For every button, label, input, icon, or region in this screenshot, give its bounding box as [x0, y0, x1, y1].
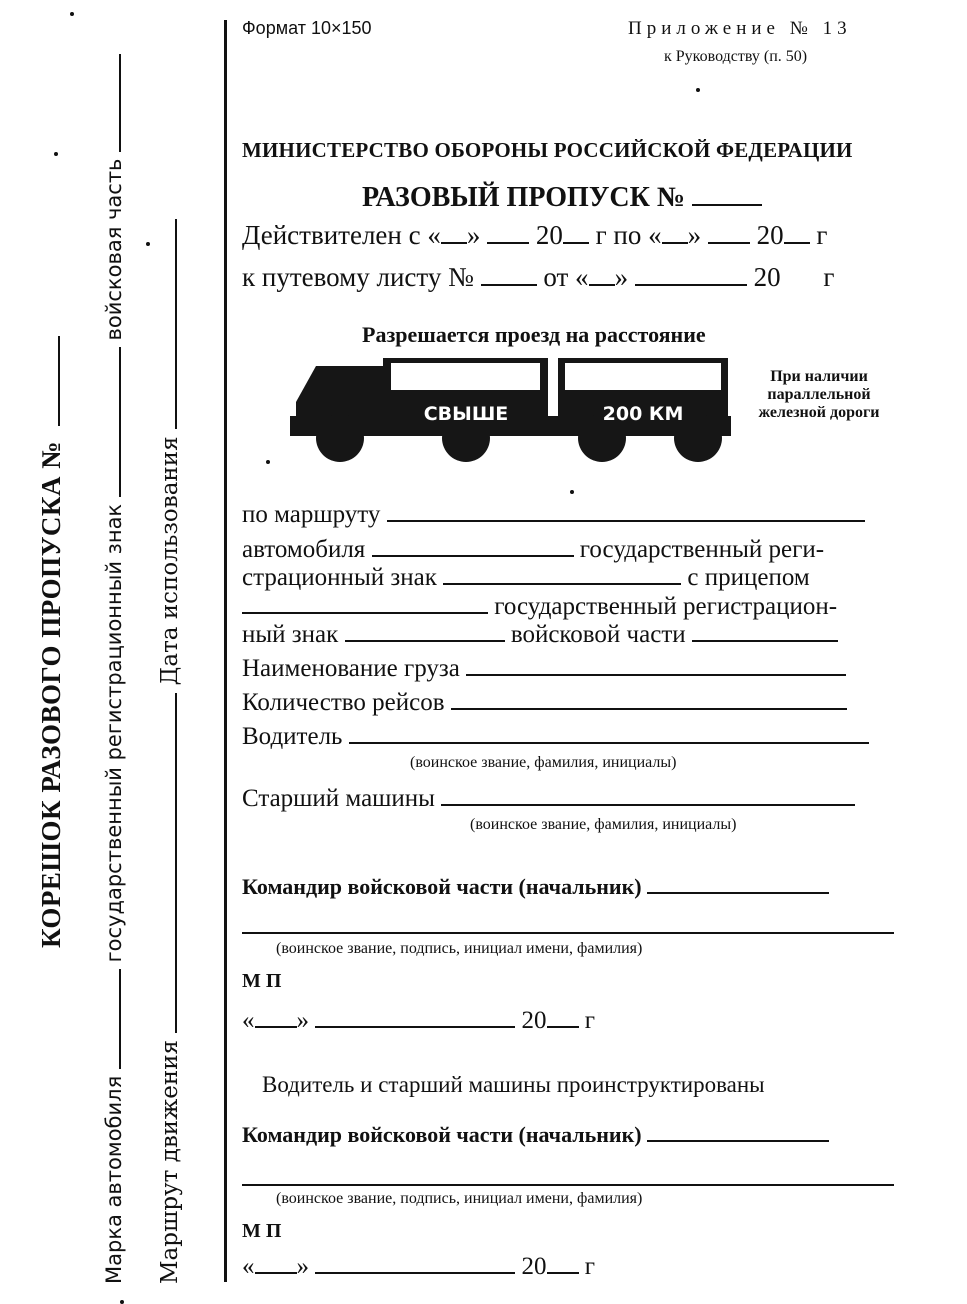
appendix-ref: к Руководству (п. 50) — [664, 48, 808, 65]
date1-month[interactable] — [315, 1006, 515, 1028]
waybill-from-label: от « — [543, 262, 589, 292]
waybill-day[interactable] — [589, 264, 615, 286]
instructed-note: Водитель и старший машины проинструктированы — [262, 1072, 765, 1097]
valid-from-year[interactable] — [563, 222, 589, 244]
speckle — [54, 152, 58, 156]
trailer-label: с прицепом — [687, 564, 810, 591]
date1-day[interactable] — [255, 1006, 297, 1028]
pass-title-row — [362, 182, 762, 214]
driver-hint: (воинское звание, фамилия, инициалы) — [410, 754, 677, 771]
year-prefix: 20 — [753, 262, 781, 292]
year-suffix: г — [816, 220, 828, 250]
stub-separator-line — [224, 20, 227, 1282]
commander-hint: (воинское звание, подпись, инициал имени, фамилия) — [276, 940, 643, 957]
stub-title-row — [36, 336, 67, 948]
unit-label: войсковой части — [510, 621, 686, 648]
stub-number-field[interactable] — [40, 336, 60, 426]
valid-to-month[interactable] — [708, 222, 750, 244]
rail-note: При наличии параллельной железной дороги — [758, 368, 880, 421]
trailer-row — [242, 592, 837, 621]
reg-label-1: государственный реги- — [579, 536, 825, 563]
commander2-hint: (воинское звание, подпись, инициал имени, фамилия) — [276, 1190, 643, 1207]
date-open: « — [242, 1007, 255, 1034]
speckle — [70, 12, 74, 16]
car-row — [242, 535, 824, 564]
route-field[interactable] — [387, 500, 865, 522]
appendix-label: Приложение № 13 — [628, 18, 852, 39]
commander2-row — [242, 1120, 829, 1148]
waybill-number-field[interactable] — [481, 264, 537, 286]
driver-row — [242, 722, 869, 751]
date2-month[interactable] — [315, 1252, 515, 1274]
stub-reg-sign-field[interactable] — [101, 347, 121, 497]
stub-route-field[interactable] — [157, 693, 177, 1033]
cargo-row — [242, 654, 846, 683]
senior-hint: (воинское звание, фамилия, инициалы) — [470, 816, 737, 833]
driver-field[interactable] — [349, 722, 869, 744]
stub-title: КОРЕШОК РАЗОВОГО ПРОПУСКА № — [36, 441, 66, 948]
waybill-month[interactable] — [635, 264, 747, 286]
senior-row — [242, 784, 855, 813]
waybill-label: к путевому листу № — [242, 262, 474, 292]
stub-unit-label: войсковая часть — [102, 158, 126, 341]
trailer-field[interactable] — [242, 592, 488, 614]
ministry-title: МИНИСТЕРСТВО ОБОРОНЫ РОССИЙСКОЙ ФЕДЕРАЦИИ — [242, 138, 853, 162]
stub-row-route — [157, 219, 183, 1284]
quote-close: » — [687, 220, 702, 250]
permitted-distance: Разрешается проезд на расстояние — [362, 322, 706, 347]
speckle — [146, 242, 150, 246]
speckle — [120, 1300, 124, 1304]
trips-row — [242, 688, 847, 717]
speckle — [696, 88, 700, 92]
reg-row — [242, 563, 810, 592]
commander-row — [242, 872, 829, 900]
year-suffix: г — [595, 220, 607, 250]
stub-row-car — [101, 54, 126, 1284]
valid-from-label: Действителен с « — [242, 220, 441, 250]
speckle — [570, 490, 574, 494]
commander2-signature-line[interactable] — [242, 1184, 894, 1186]
quote-close: » — [614, 262, 629, 292]
stub-date-label: Дата использования — [157, 436, 183, 686]
trips-field[interactable] — [451, 688, 847, 710]
commander2-field[interactable] — [647, 1120, 829, 1142]
stub-route-label: Маршрут движения — [157, 1039, 183, 1284]
reg-label-2: страционный знак — [242, 564, 437, 591]
cargo-label: Наименование груза — [242, 655, 460, 682]
format-label: Формат 10×150 — [242, 18, 372, 38]
truck-text-right: 200 КМ — [602, 403, 684, 425]
stub-date-field[interactable] — [157, 219, 177, 429]
cargo-field[interactable] — [466, 654, 846, 676]
valid-from-day[interactable] — [441, 222, 467, 244]
quote-close: » — [466, 220, 481, 250]
trailer-reg-row — [242, 620, 838, 649]
car-label: автомобиля — [242, 536, 366, 563]
reg-label-4: ный знак — [242, 621, 339, 648]
unit-field[interactable] — [692, 620, 838, 642]
waybill-row — [242, 262, 834, 293]
pass-title: РАЗОВЫЙ ПРОПУСК № — [362, 182, 686, 213]
stub-car-brand-field[interactable] — [101, 969, 121, 1069]
valid-to-day[interactable] — [662, 222, 688, 244]
stamp-place: М П — [242, 970, 282, 992]
year-suffix: г — [823, 262, 835, 292]
commander-signature-line[interactable] — [242, 932, 894, 934]
reg-label-3: государственный регистрацион- — [494, 593, 838, 620]
car-field[interactable] — [372, 535, 574, 557]
trailer-reg-field[interactable] — [345, 620, 505, 642]
senior-field[interactable] — [441, 784, 855, 806]
pass-number-field[interactable] — [692, 184, 762, 206]
stub-car-brand-label: Марка автомобиля — [102, 1075, 126, 1284]
date-row-2 — [242, 1252, 595, 1281]
date2-year[interactable] — [547, 1252, 579, 1274]
valid-row — [242, 220, 827, 251]
year-prefix: 20 — [521, 1253, 547, 1280]
stub-reg-sign-label: государственный регистрационный знак — [102, 503, 126, 963]
stamp-place-2: М П — [242, 1220, 282, 1242]
stub-unit-field[interactable] — [101, 54, 121, 152]
year-prefix: 20 — [521, 1007, 547, 1034]
truck-text-left: СВЫШЕ — [423, 403, 509, 425]
date-row-1 — [242, 1006, 595, 1035]
date-open: « — [242, 1253, 255, 1280]
speckle — [266, 460, 270, 464]
date-close: » — [296, 1007, 309, 1034]
year-prefix: 20 — [756, 220, 784, 250]
year-suffix: г — [584, 1007, 596, 1034]
date2-day[interactable] — [255, 1252, 297, 1274]
commander-field[interactable] — [647, 872, 829, 894]
driver-label: Водитель — [242, 723, 343, 750]
route-row — [242, 500, 865, 529]
commander2-label: Командир войсковой части (начальник) — [242, 1122, 642, 1147]
reg-field[interactable] — [443, 563, 681, 585]
truck-illustration — [288, 358, 748, 466]
valid-to-label: по « — [613, 220, 662, 250]
date-close: » — [296, 1253, 309, 1280]
route-label: по маршруту — [242, 501, 381, 528]
year-suffix: г — [584, 1253, 596, 1280]
trips-label: Количество рейсов — [242, 689, 445, 716]
senior-label: Старший машины — [242, 785, 435, 812]
date1-year[interactable] — [547, 1006, 579, 1028]
valid-to-year[interactable] — [784, 222, 810, 244]
commander-label: Командир войсковой части (начальник) — [242, 874, 642, 899]
year-prefix: 20 — [535, 220, 563, 250]
valid-from-month[interactable] — [487, 222, 529, 244]
